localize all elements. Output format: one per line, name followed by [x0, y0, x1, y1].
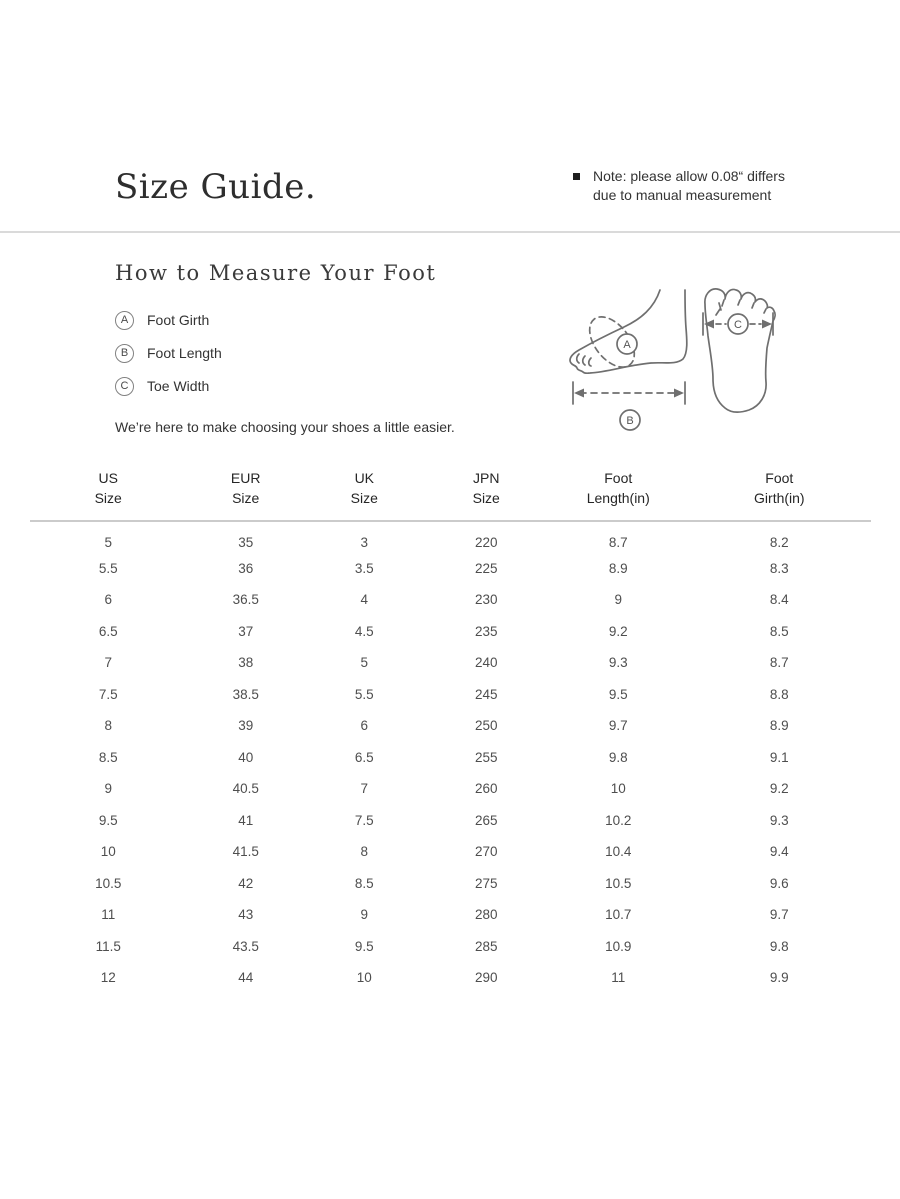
size-cell: 8.8: [769, 686, 789, 702]
size-cell: 42: [238, 875, 254, 891]
measure-label: Foot Girth: [147, 312, 210, 328]
column-header-uk: UK Size: [305, 468, 424, 521]
table-row: [30, 773, 871, 805]
size-cell: 9.2: [608, 623, 628, 639]
table-row: [30, 742, 871, 774]
size-cell: 11.5: [95, 938, 121, 954]
size-cell: 40.5: [232, 781, 259, 797]
size-cell: 9.6: [769, 875, 789, 891]
size-cell: 260: [474, 781, 498, 797]
size-cell: 11: [611, 970, 626, 986]
size-cell: 9.5: [608, 686, 628, 702]
square-bullet-icon: [573, 173, 580, 180]
size-cell: 9.4: [769, 844, 789, 860]
size-cell: 36.5: [232, 592, 259, 608]
size-cell: 10: [100, 844, 116, 860]
size-cell: 9.7: [769, 907, 789, 923]
column-header-foot-girth: Foot Girth(in): [688, 468, 871, 521]
diagram-label-a: A: [623, 339, 631, 351]
column-header-us: US Size: [30, 468, 186, 521]
size-cell: 275: [474, 875, 498, 891]
size-cell: 35: [238, 534, 254, 550]
column-header-jpn: JPN Size: [424, 468, 549, 521]
size-cell: 9: [104, 781, 112, 797]
size-table-body: [30, 521, 871, 994]
size-cell: 8.9: [608, 560, 628, 576]
size-cell: 8.7: [769, 655, 789, 671]
size-table-section: [30, 468, 871, 994]
column-header-foot-length: Foot Length(in): [549, 468, 688, 521]
size-cell: 230: [474, 592, 498, 608]
size-cell: 10.7: [605, 907, 632, 923]
size-cell: 6: [360, 718, 369, 734]
size-cell: 8.9: [769, 718, 789, 734]
size-cell: 9: [614, 592, 622, 608]
size-cell: 285: [474, 938, 498, 954]
diagram-label-b: B: [626, 415, 634, 427]
size-cell: 43: [238, 907, 254, 923]
size-cell: 8.2: [769, 534, 789, 550]
size-cell: 6.5: [98, 623, 118, 639]
size-cell: 10: [610, 781, 626, 797]
size-cell: 9.7: [608, 718, 628, 734]
measure-label: Toe Width: [147, 378, 210, 394]
size-cell: 8.5: [354, 875, 374, 891]
size-cell: 6: [104, 592, 112, 608]
size-cell: 38: [238, 655, 254, 671]
size-cell: 235: [474, 623, 498, 639]
list-item: [115, 310, 222, 330]
size-cell: 6.5: [354, 749, 374, 765]
table-row: [30, 962, 871, 994]
size-cell: 5.5: [98, 560, 118, 576]
size-cell: 8.4: [769, 592, 789, 608]
size-cell: 12: [100, 970, 116, 986]
size-cell: 8.5: [98, 749, 118, 765]
size-cell: 41: [238, 812, 254, 828]
foot-measurement-diagram: [563, 282, 798, 445]
size-cell: 9.9: [769, 970, 789, 986]
howto-heading: How to Measure Your Foot: [115, 261, 437, 285]
size-cell: 280: [474, 907, 498, 923]
circled-letter-b-icon: B: [115, 344, 134, 363]
size-cell: 8.3: [769, 560, 789, 576]
size-cell: 9.3: [769, 812, 789, 828]
table-row: [30, 805, 871, 837]
size-cell: 10: [356, 970, 372, 986]
note-text: Note: please allow 0.08“ differs due to manual measurement: [593, 168, 785, 203]
size-cell: 3: [360, 534, 369, 550]
size-cell: 270: [474, 844, 498, 860]
size-cell: 10.5: [605, 875, 632, 891]
table-row: [30, 931, 871, 963]
size-cell: 245: [474, 686, 498, 702]
size-cell: 265: [474, 812, 498, 828]
header-divider: [0, 231, 900, 233]
table-row: [30, 899, 871, 931]
size-cell: 5: [360, 655, 369, 671]
foot-diagram-svg: [563, 282, 798, 440]
table-row: [30, 616, 871, 648]
size-cell: 7: [104, 655, 112, 671]
table-row: [30, 553, 871, 585]
measure-list: [115, 310, 222, 409]
size-cell: 9.5: [98, 812, 118, 828]
size-cell: 44: [238, 970, 254, 986]
tagline: We’re here to make choosing your shoes a little easier.: [115, 419, 455, 435]
size-cell: 9.8: [608, 749, 628, 765]
size-cell: 7.5: [354, 812, 374, 828]
size-cell: 9.1: [769, 749, 789, 765]
table-row: [30, 647, 871, 679]
side-foot-outline: [570, 290, 687, 373]
table-row: [30, 521, 871, 553]
size-cell: 39: [238, 718, 254, 734]
measure-label: Foot Length: [147, 345, 222, 361]
list-item: [115, 343, 222, 363]
column-header-eur: EUR Size: [186, 468, 305, 521]
size-cell: 38.5: [232, 686, 259, 702]
circled-letter-a-icon: A: [115, 311, 134, 330]
size-cell: 240: [474, 655, 498, 671]
size-cell: 9: [360, 907, 369, 923]
size-cell: 4: [360, 592, 369, 608]
measurement-note: [573, 167, 785, 205]
size-cell: 37: [238, 623, 254, 639]
diagram-label-c: C: [734, 319, 742, 331]
size-cell: 225: [474, 560, 498, 576]
table-row: [30, 679, 871, 711]
size-cell: 36: [238, 560, 254, 576]
size-cell: 5: [104, 534, 112, 550]
size-table: [30, 468, 871, 994]
size-cell: 290: [474, 970, 498, 986]
size-table-header: [30, 468, 871, 521]
size-cell: 43.5: [232, 938, 259, 954]
table-row: [30, 710, 871, 742]
size-cell: 9.3: [608, 655, 628, 671]
size-cell: 10.2: [605, 812, 632, 828]
size-cell: 250: [474, 718, 498, 734]
size-cell: 8.5: [769, 623, 789, 639]
size-cell: 9.5: [354, 938, 374, 954]
list-item: [115, 376, 222, 396]
size-cell: 7: [360, 781, 369, 797]
table-row: [30, 584, 871, 616]
page-title: Size Guide.: [115, 167, 317, 207]
size-cell: 3.5: [354, 560, 374, 576]
size-cell: 255: [474, 749, 498, 765]
size-cell: 8: [104, 718, 112, 734]
size-cell: 220: [474, 534, 498, 550]
size-cell: 11: [101, 907, 116, 923]
table-row: [30, 868, 871, 900]
size-cell: 10.5: [95, 875, 122, 891]
page-header: [115, 167, 785, 208]
size-cell: 9.2: [769, 781, 789, 797]
size-cell: 7.5: [98, 686, 118, 702]
table-row: [30, 836, 871, 868]
size-cell: 40: [238, 749, 254, 765]
circled-letter-c-icon: C: [115, 377, 134, 396]
size-cell: 4.5: [354, 623, 374, 639]
size-cell: 8.7: [608, 534, 628, 550]
size-cell: 10.4: [605, 844, 632, 860]
size-cell: 41.5: [232, 844, 259, 860]
size-cell: 10.9: [605, 938, 632, 954]
size-cell: 5.5: [354, 686, 374, 702]
sole-foot-outline: [705, 289, 775, 412]
size-cell: 9.8: [769, 938, 789, 954]
size-cell: 8: [360, 844, 369, 860]
